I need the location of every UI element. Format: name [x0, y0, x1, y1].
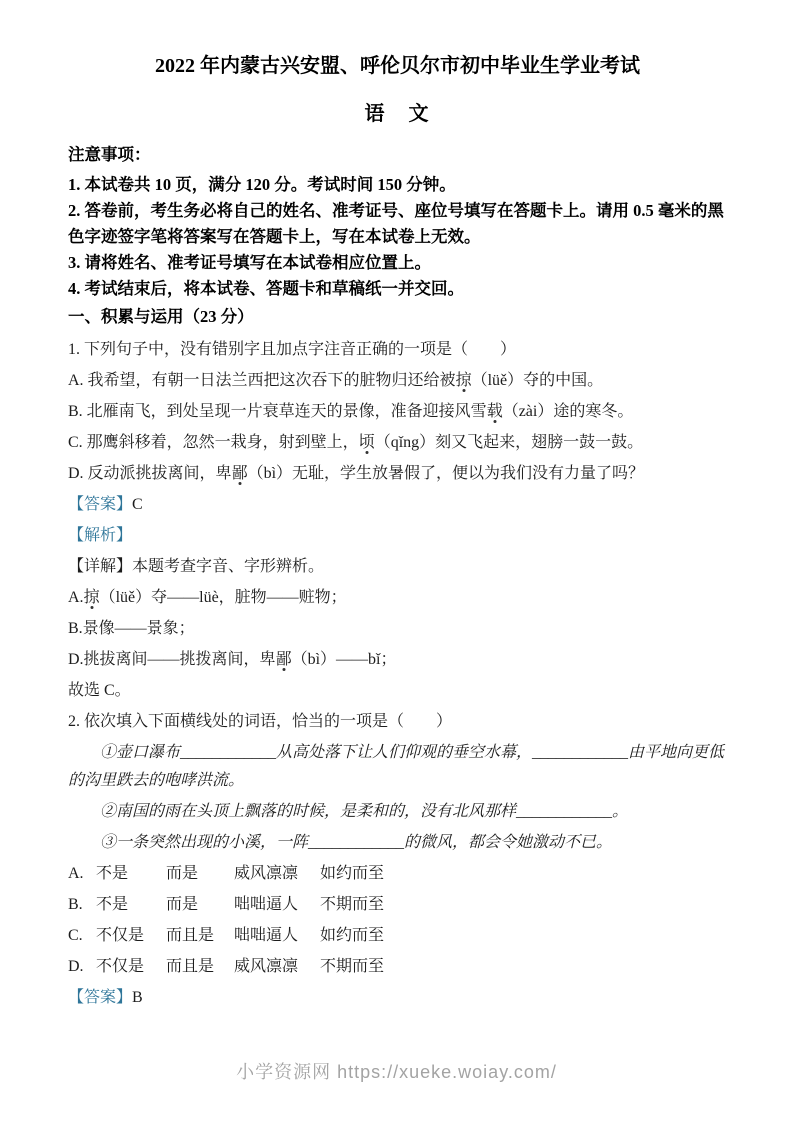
q2-option-b-word-2: 而是 — [166, 896, 199, 913]
section-heading: 一、积累与运用（23 分） — [68, 307, 254, 326]
q1-detail-text: 本题考查字音、字形辨析。 — [132, 558, 325, 575]
q1-stem: 1. 下列句子中，没有错别字且加点字注音正确的一项是（ ） — [68, 341, 517, 358]
analysis-tag: 【解析】 — [68, 527, 133, 544]
q2-option-c-label: C. — [68, 927, 83, 944]
watermark-footer: 小学资源网 https://xueke.woiay.com/ — [236, 1062, 557, 1082]
q2-passage-2: ②南国的雨在头顶上飘落的时候，是柔和的，没有北风那样____________。 — [100, 803, 629, 820]
q2-stem: 2. 依次填入下面横线处的词语，恰当的一项是（ ） — [68, 713, 453, 730]
q1-explain-d-pre: D.挑拔离间——挑拨离间，卑 — [68, 651, 276, 668]
q2-option-a-word-3: 威风凛凛 — [234, 865, 299, 882]
q1-option-a — [68, 367, 727, 395]
q1-explain-b — [68, 615, 727, 643]
q2-passage-1: ①壶口瀑布____________从高处落下让人们仰观的垂空水幕，____________由平地向更低的沟里跌去的咆哮洪流。 — [68, 744, 725, 789]
q2-options-table — [68, 860, 727, 981]
q1-option-a-post: （lüě）夺的中国。 — [471, 372, 604, 389]
q2-option-b-label: B. — [68, 896, 83, 913]
q2-option-a-word-4: 如约而至 — [320, 865, 385, 882]
q1-explain-a-pre: A. — [68, 589, 84, 606]
q2-option-c-word-4: 如约而至 — [320, 927, 385, 944]
subject-title: 语 文 — [364, 103, 431, 125]
q2-option-b-word-1: 不是 — [96, 896, 129, 913]
q2-option-c — [68, 922, 727, 950]
q2-option-d-label: D. — [68, 958, 84, 975]
answer-tag: 【答案】 — [68, 496, 133, 513]
q1-explain-d-emphasized-char: 鄙 — [275, 651, 292, 668]
page-title: 2022 年内蒙古兴安盟、呼伦贝尔市初中毕业生学业考试 — [155, 55, 640, 77]
q2-option-a-word-2: 而是 — [166, 865, 199, 882]
q1-option-d-pre: D. 反动派挑拔离间，卑 — [68, 465, 232, 482]
q1-option-d — [68, 460, 727, 488]
question-1 — [68, 336, 727, 705]
q1-option-b-pre: B. 北雁南飞，到处呈现一片衰草连天的景像，准备迎接风雪 — [68, 403, 487, 420]
q1-explain-b-pre: B.景像——景象； — [68, 620, 195, 637]
notice-section — [68, 142, 727, 302]
notice-item-3: 3. 请将姓名、准考证号填写在本试卷相应位置上。 — [68, 253, 431, 272]
q1-option-b-emphasized-char: 载 — [486, 403, 503, 420]
q2-option-d-word-2: 而且是 — [166, 958, 215, 975]
q1-option-c — [68, 429, 727, 457]
q2-option-c-word-2: 而且是 — [166, 927, 215, 944]
q2-passage-3: ③一条突然出现的小溪，一阵____________的微风，都会令她激动不已。 — [100, 834, 613, 851]
q1-explain-a-emphasized-char: 掠 — [83, 589, 100, 606]
q1-option-c-pre: C. 那鹰斜移着，忽然一栽身，射到壁上， — [68, 434, 359, 451]
detail-tag: 【详解】 — [68, 558, 133, 575]
q1-explain-a-post: （lüě）夺——lüè，脏物——赃物； — [99, 589, 347, 606]
q2-option-a-word-1: 不是 — [96, 865, 129, 882]
q1-explain-d — [68, 646, 727, 674]
q2-option-c-word-1: 不仅是 — [96, 927, 145, 944]
answer-tag: 【答案】 — [68, 989, 133, 1006]
q1-option-a-emphasized-char: 掠 — [455, 372, 472, 389]
q2-option-a-label: A. — [68, 865, 84, 882]
q1-analysis-line — [68, 522, 727, 550]
q2-option-d-word-4: 不期而至 — [320, 958, 385, 975]
q1-answer-value: C — [132, 496, 143, 513]
notice-heading: 注意事项： — [68, 145, 151, 164]
q1-option-c-emphasized-char: 顷 — [358, 434, 375, 451]
q2-option-d-word-1: 不仅是 — [96, 958, 145, 975]
q2-answer-value: B — [132, 989, 143, 1006]
question-2 — [68, 708, 727, 1012]
q1-option-c-post: （qǐng）刻又飞起来，翅膀一鼓一鼓。 — [374, 434, 644, 451]
q1-option-d-post: （bì）无耻，学生放暑假了，便以为我们没有力量了吗？ — [247, 465, 645, 482]
q2-option-d — [68, 953, 727, 981]
q1-option-a-pre: A. 我希望，有朝一日法兰西把这次吞下的脏物归还给被 — [68, 372, 456, 389]
q2-option-a — [68, 860, 727, 888]
q1-detail-line — [68, 553, 727, 581]
q1-explain-a — [68, 584, 727, 612]
q1-explain-d-post: （bì）——bǐ； — [291, 651, 397, 668]
q1-answer-line — [68, 491, 727, 519]
q2-answer-line — [68, 984, 727, 1012]
q2-option-c-word-3: 咄咄逼人 — [234, 927, 299, 944]
q1-conclusion: 故选 C。 — [68, 682, 131, 699]
notice-item-4: 4. 考试结束后，将本试卷、答题卡和草稿纸一并交回。 — [68, 279, 464, 298]
notice-item-1: 1. 本试卷共 10 页，满分 120 分。考试时间 150 分钟。 — [68, 175, 456, 194]
notice-item-2: 2. 答卷前，考生务必将自己的姓名、准考证号、座位号填写在答题卡上。请用 0.5 毫米的黑色字迹签字笔将答案写在答题卡上，写在本试卷上无效。 — [68, 201, 724, 246]
q1-option-d-emphasized-char: 鄙 — [231, 465, 248, 482]
q2-option-b-word-4: 不期而至 — [320, 896, 385, 913]
q1-option-b — [68, 398, 727, 426]
q2-option-d-word-3: 威风凛凛 — [234, 958, 299, 975]
q1-option-b-post: （zài）途的寒冬。 — [502, 403, 634, 420]
q2-option-b-word-3: 咄咄逼人 — [234, 896, 299, 913]
q2-option-b — [68, 891, 727, 919]
